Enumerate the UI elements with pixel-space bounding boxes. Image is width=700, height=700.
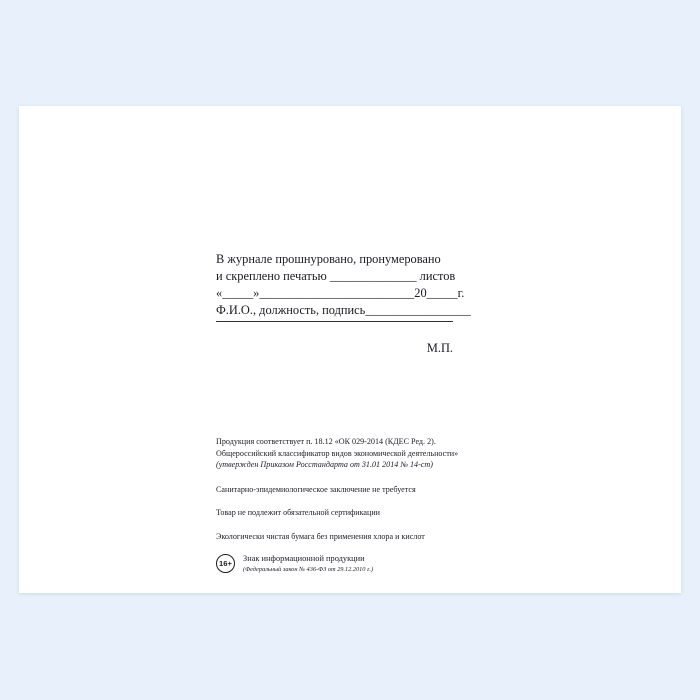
document-page [19, 106, 681, 593]
signature-rule [216, 320, 453, 322]
certification-line-2: и скреплено печатью ______________ листов [216, 269, 456, 283]
info-mark-text [243, 554, 373, 574]
okved-line-1: Продукция соответствует п. 18.12 «ОК 029-2014 (КДЕС Ред. 2). [216, 437, 436, 446]
certification-line-1: В журнале прошнуровано, пронумеровано [216, 252, 441, 266]
ecology-note: Экологически чистая бумага без применения хлора и кислот [216, 531, 425, 541]
certification-line-3: «_____»_________________________20_____г. [216, 286, 465, 300]
age-rating-icon: 16+ [216, 554, 235, 573]
info-mark-title: Знак информационной продукции [243, 554, 365, 563]
okved-line-2: Общероссийский классификатор видов экономической деятельности» [216, 448, 459, 458]
footer-block [216, 436, 646, 574]
sanitary-note: Санитарно-эпидемиологическое заключение не требуется [216, 484, 416, 494]
certification-block [216, 251, 636, 356]
info-mark-row [216, 554, 646, 574]
certification-note: Товар не подлежит обязательной сертификации [216, 508, 381, 517]
certification-line-4: Ф.И.О., должность, подпись_________________ [216, 303, 471, 317]
seal-mark: М.П. [426, 341, 453, 355]
okved-line-3: (утвержден Приказом Росстандарта от 31.01 2014 № 14-ст) [216, 460, 433, 469]
info-mark-law: (Федеральный закон № 436-ФЗ от 29.12.2010 г.) [243, 565, 374, 573]
